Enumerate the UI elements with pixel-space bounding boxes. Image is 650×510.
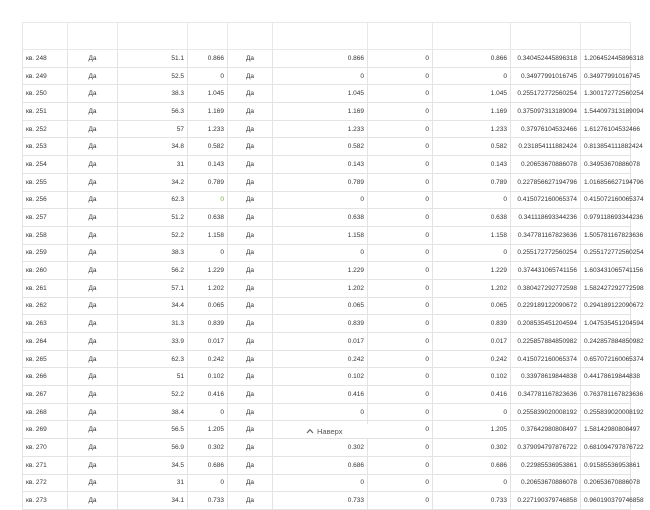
zero-cell: 0 <box>368 386 433 404</box>
value-cell: 1.169 <box>433 103 511 121</box>
value-cell: 1.233 <box>273 120 368 138</box>
flag-cell: Да <box>68 103 118 121</box>
zero-cell: 0 <box>368 403 433 421</box>
value-cell: 0.582 <box>188 138 228 156</box>
area-cell: 51 <box>118 368 188 386</box>
table-row <box>23 209 631 227</box>
flag-cell: Да <box>228 226 273 244</box>
value-cell: 0.839 <box>273 315 368 333</box>
area-cell: 34.2 <box>118 173 188 191</box>
apartment-cell: кв. 252 <box>23 120 68 138</box>
flag-cell: Да <box>68 173 118 191</box>
flag-cell: Да <box>68 492 118 510</box>
value-cell: 0 <box>273 474 368 492</box>
flag-cell: Да <box>228 120 273 138</box>
table-row <box>23 386 631 404</box>
area-cell: 34.1 <box>118 492 188 510</box>
value-cell: 0 <box>433 244 511 262</box>
apartment-cell: кв. 267 <box>23 386 68 404</box>
area-cell: 52.5 <box>118 67 188 85</box>
apartment-cell: кв. 268 <box>23 403 68 421</box>
zero-cell: 0 <box>368 439 433 457</box>
flag-cell: Да <box>228 439 273 457</box>
share-cell: 0.347781167823636 <box>511 386 581 404</box>
area-cell: 31.3 <box>118 315 188 333</box>
flag-cell: Да <box>228 156 273 174</box>
share-cell: 0.33978619844838 <box>511 368 581 386</box>
value-cell: 0.065 <box>433 297 511 315</box>
value-cell: 0.866 <box>433 50 511 68</box>
value-cell: 0.733 <box>273 492 368 510</box>
zero-cell: 0 <box>368 173 433 191</box>
area-cell: 56.9 <box>118 439 188 457</box>
value-cell: 0.789 <box>433 173 511 191</box>
value-cell: 0 <box>433 67 511 85</box>
share-cell: 0.341118693344236 <box>511 209 581 227</box>
total-cell: 1.603431065741156 <box>581 262 631 280</box>
apartment-cell: кв. 264 <box>23 333 68 351</box>
value-cell: 0.582 <box>273 138 368 156</box>
flag-cell: Да <box>68 350 118 368</box>
value-cell: 0 <box>273 67 368 85</box>
apartment-cell: кв. 257 <box>23 209 68 227</box>
share-cell: 0.255839020008192 <box>511 403 581 421</box>
value-cell: 0.102 <box>273 368 368 386</box>
flag-cell: Да <box>68 67 118 85</box>
value-cell: 0.582 <box>433 138 511 156</box>
header-cell <box>228 23 273 50</box>
zero-cell: 0 <box>368 492 433 510</box>
value-cell: 1.205 <box>433 421 511 439</box>
share-cell: 0.227190379746858 <box>511 492 581 510</box>
area-cell: 33.9 <box>118 333 188 351</box>
value-cell: 0.686 <box>433 456 511 474</box>
total-cell: 1.582427292772598 <box>581 279 631 297</box>
area-cell: 31 <box>118 474 188 492</box>
table-row <box>23 439 631 457</box>
apartment-cell: кв. 266 <box>23 368 68 386</box>
apartment-cell: кв. 263 <box>23 315 68 333</box>
value-cell: 0.789 <box>188 173 228 191</box>
flag-cell: Да <box>68 403 118 421</box>
table-row <box>23 350 631 368</box>
zero-cell: 0 <box>368 209 433 227</box>
value-cell: 0.102 <box>188 368 228 386</box>
apartment-cell: кв. 260 <box>23 262 68 280</box>
value-cell: 1.158 <box>188 226 228 244</box>
table-row <box>23 315 631 333</box>
table-row <box>23 279 631 297</box>
value-cell: 0.242 <box>188 350 228 368</box>
area-cell: 34.5 <box>118 456 188 474</box>
value-cell: 1.045 <box>433 85 511 103</box>
flag-cell: Да <box>68 421 118 439</box>
value-cell: 0.416 <box>273 386 368 404</box>
value-cell: 1.202 <box>433 279 511 297</box>
flag-cell: Да <box>228 315 273 333</box>
table-row <box>23 138 631 156</box>
value-cell: 0 <box>273 191 368 209</box>
area-cell: 51.1 <box>118 50 188 68</box>
apartment-cell: кв. 262 <box>23 297 68 315</box>
zero-cell: 0 <box>368 333 433 351</box>
flag-cell: Да <box>228 262 273 280</box>
value-cell: 1.233 <box>433 120 511 138</box>
apartment-cell: кв. 259 <box>23 244 68 262</box>
total-cell: 1.61276104532466 <box>581 120 631 138</box>
zero-cell: 0 <box>368 191 433 209</box>
value-cell: 0 <box>188 191 228 209</box>
table-row <box>23 297 631 315</box>
zero-cell: 0 <box>368 279 433 297</box>
share-cell: 0.255172772560254 <box>511 244 581 262</box>
apartment-cell: кв. 251 <box>23 103 68 121</box>
value-cell: 0.017 <box>433 333 511 351</box>
zero-cell: 0 <box>368 456 433 474</box>
area-cell: 38.3 <box>118 244 188 262</box>
value-cell: 0.017 <box>188 333 228 351</box>
zero-cell: 0 <box>368 138 433 156</box>
apartment-cell: кв. 253 <box>23 138 68 156</box>
apartment-cell: кв. 254 <box>23 156 68 174</box>
table-row <box>23 226 631 244</box>
apartment-cell: кв. 249 <box>23 67 68 85</box>
share-cell: 0.22985536953861 <box>511 456 581 474</box>
apartment-cell: кв. 269 <box>23 421 68 439</box>
value-cell: 0.416 <box>188 386 228 404</box>
share-cell: 0.37976104532466 <box>511 120 581 138</box>
flag-cell: Да <box>228 421 273 439</box>
apartment-cell: кв. 248 <box>23 50 68 68</box>
value-cell: 1.045 <box>188 85 228 103</box>
flag-cell: Да <box>68 262 118 280</box>
share-cell: 0.255172772560254 <box>511 85 581 103</box>
area-cell: 57 <box>118 120 188 138</box>
zero-cell: 0 <box>368 421 433 439</box>
flag-cell: Да <box>68 474 118 492</box>
zero-cell: 0 <box>368 67 433 85</box>
total-cell: 0.44178619844838 <box>581 368 631 386</box>
value-cell: 0 <box>188 67 228 85</box>
table-row <box>23 403 631 421</box>
scroll-to-top-button[interactable] <box>296 424 368 438</box>
flag-cell: Да <box>228 103 273 121</box>
flag-cell: Да <box>228 191 273 209</box>
share-cell: 0.37642980808497 <box>511 421 581 439</box>
area-cell: 34.4 <box>118 297 188 315</box>
total-cell: 0.255839020008192 <box>581 403 631 421</box>
zero-cell: 0 <box>368 315 433 333</box>
value-cell: 0.638 <box>273 209 368 227</box>
area-cell: 57.1 <box>118 279 188 297</box>
value-cell: 1.233 <box>188 120 228 138</box>
area-cell: 51.2 <box>118 209 188 227</box>
zero-cell: 0 <box>368 50 433 68</box>
flag-cell: Да <box>68 333 118 351</box>
total-cell: 1.300172772560254 <box>581 85 631 103</box>
share-cell: 0.347781167823636 <box>511 226 581 244</box>
table-row <box>23 156 631 174</box>
apartment-cell: кв. 250 <box>23 85 68 103</box>
value-cell: 0.302 <box>188 439 228 457</box>
table-row <box>23 474 631 492</box>
value-cell: 1.158 <box>273 226 368 244</box>
value-cell: 0.733 <box>433 492 511 510</box>
flag-cell: Да <box>228 386 273 404</box>
share-cell: 0.380427292772598 <box>511 279 581 297</box>
value-cell: 0 <box>188 244 228 262</box>
value-cell: 0.302 <box>433 439 511 457</box>
header-cell <box>68 23 118 50</box>
total-cell: 1.206452445896318 <box>581 50 631 68</box>
table-row <box>23 67 631 85</box>
apartment-cell: кв. 271 <box>23 456 68 474</box>
value-cell: 0.302 <box>273 439 368 457</box>
header-cell <box>581 23 631 50</box>
header-row <box>23 23 631 50</box>
total-cell: 0.34953670886078 <box>581 156 631 174</box>
area-cell: 52.2 <box>118 386 188 404</box>
share-cell: 0.415072160065374 <box>511 350 581 368</box>
flag-cell: Да <box>228 279 273 297</box>
apartment-cell: кв. 255 <box>23 173 68 191</box>
share-cell: 0.227856627194796 <box>511 173 581 191</box>
value-cell: 1.169 <box>273 103 368 121</box>
flag-cell: Да <box>228 333 273 351</box>
table-row <box>23 103 631 121</box>
value-cell: 0.242 <box>433 350 511 368</box>
total-cell: 0.681094797876722 <box>581 439 631 457</box>
flag-cell: Да <box>228 456 273 474</box>
total-cell: 0.960190379746858 <box>581 492 631 510</box>
value-cell: 0.686 <box>273 456 368 474</box>
value-cell: 1.229 <box>188 262 228 280</box>
zero-cell: 0 <box>368 474 433 492</box>
area-cell: 31 <box>118 156 188 174</box>
share-cell: 0.231854111882424 <box>511 138 581 156</box>
zero-cell: 0 <box>368 156 433 174</box>
flag-cell: Да <box>228 350 273 368</box>
flag-cell: Да <box>228 403 273 421</box>
total-cell: 0.91585536953861 <box>581 456 631 474</box>
header-cell <box>433 23 511 50</box>
flag-cell: Да <box>228 209 273 227</box>
total-cell: 1.544097313189094 <box>581 103 631 121</box>
value-cell: 0 <box>433 474 511 492</box>
value-cell: 0.638 <box>433 209 511 227</box>
table-row <box>23 368 631 386</box>
flag-cell: Да <box>228 67 273 85</box>
header-cell <box>273 23 368 50</box>
share-cell: 0.20653670886078 <box>511 156 581 174</box>
flag-cell: Да <box>68 85 118 103</box>
value-cell: 0 <box>433 403 511 421</box>
value-cell: 1.202 <box>188 279 228 297</box>
table-row <box>23 333 631 351</box>
value-cell: 0.102 <box>433 368 511 386</box>
flag-cell: Да <box>68 138 118 156</box>
flag-cell: Да <box>228 368 273 386</box>
value-cell: 0.866 <box>273 50 368 68</box>
flag-cell: Да <box>228 244 273 262</box>
value-cell: 0.686 <box>188 456 228 474</box>
total-cell: 0.813854111882424 <box>581 138 631 156</box>
value-cell: 0 <box>188 403 228 421</box>
value-cell: 0.789 <box>273 173 368 191</box>
apartment-cell: кв. 261 <box>23 279 68 297</box>
flag-cell: Да <box>68 386 118 404</box>
value-cell: 0.143 <box>273 156 368 174</box>
value-cell: 1.205 <box>188 421 228 439</box>
share-cell: 0.229189122090672 <box>511 297 581 315</box>
total-cell: 0.255172772560254 <box>581 244 631 262</box>
share-cell: 0.375097313189094 <box>511 103 581 121</box>
area-cell: 56.2 <box>118 262 188 280</box>
value-cell: 1.229 <box>433 262 511 280</box>
flag-cell: Да <box>68 297 118 315</box>
share-cell: 0.20653670886078 <box>511 474 581 492</box>
zero-cell: 0 <box>368 120 433 138</box>
total-cell: 0.415072160065374 <box>581 191 631 209</box>
value-cell: 1.169 <box>188 103 228 121</box>
table-row <box>23 50 631 68</box>
flag-cell: Да <box>68 226 118 244</box>
apartment-cell: кв. 273 <box>23 492 68 510</box>
area-cell: 38.4 <box>118 403 188 421</box>
share-cell: 0.208535451204594 <box>511 315 581 333</box>
value-cell: 0.065 <box>273 297 368 315</box>
apartment-cell: кв. 256 <box>23 191 68 209</box>
value-cell: 0.143 <box>433 156 511 174</box>
table-row <box>23 120 631 138</box>
flag-cell: Да <box>68 209 118 227</box>
flag-cell: Да <box>68 120 118 138</box>
flag-cell: Да <box>68 456 118 474</box>
flag-cell: Да <box>68 368 118 386</box>
area-cell: 56.3 <box>118 103 188 121</box>
value-cell: 1.202 <box>273 279 368 297</box>
value-cell: 0.733 <box>188 492 228 510</box>
table-row <box>23 191 631 209</box>
area-cell: 38.3 <box>118 85 188 103</box>
flag-cell: Да <box>228 297 273 315</box>
value-cell: 0.242 <box>273 350 368 368</box>
apartment-cell: кв. 270 <box>23 439 68 457</box>
total-cell: 1.016856627194796 <box>581 173 631 191</box>
flag-cell: Да <box>68 156 118 174</box>
total-cell: 0.657072160065374 <box>581 350 631 368</box>
table-row <box>23 85 631 103</box>
zero-cell: 0 <box>368 262 433 280</box>
flag-cell: Да <box>228 492 273 510</box>
value-cell: 0.839 <box>188 315 228 333</box>
value-cell: 0 <box>273 403 368 421</box>
flag-cell: Да <box>68 191 118 209</box>
total-cell: 1.58142980808497 <box>581 421 631 439</box>
header-cell <box>23 23 68 50</box>
area-cell: 62.3 <box>118 350 188 368</box>
flag-cell: Да <box>68 244 118 262</box>
value-cell: 0.638 <box>188 209 228 227</box>
value-cell: 1.229 <box>273 262 368 280</box>
value-cell: 1.045 <box>273 85 368 103</box>
zero-cell: 0 <box>368 368 433 386</box>
share-cell: 0.225857884850982 <box>511 333 581 351</box>
flag-cell: Да <box>68 50 118 68</box>
area-cell: 62.3 <box>118 191 188 209</box>
table-row <box>23 456 631 474</box>
zero-cell: 0 <box>368 244 433 262</box>
total-cell: 0.979118693344236 <box>581 209 631 227</box>
zero-cell: 0 <box>368 350 433 368</box>
zero-cell: 0 <box>368 85 433 103</box>
zero-cell: 0 <box>368 226 433 244</box>
value-cell: 0 <box>273 244 368 262</box>
apartment-cell: кв. 272 <box>23 474 68 492</box>
table-row <box>23 492 631 510</box>
area-cell: 34.8 <box>118 138 188 156</box>
flag-cell: Да <box>228 50 273 68</box>
value-cell: 0.839 <box>433 315 511 333</box>
flag-cell: Да <box>228 85 273 103</box>
value-cell: 0.416 <box>433 386 511 404</box>
chevron-up-icon <box>306 428 314 434</box>
header-cell <box>511 23 581 50</box>
share-cell: 0.374431065741156 <box>511 262 581 280</box>
table-row <box>23 244 631 262</box>
header-cell <box>118 23 188 50</box>
flag-cell: Да <box>228 173 273 191</box>
value-cell: 0.143 <box>188 156 228 174</box>
zero-cell: 0 <box>368 297 433 315</box>
flag-cell: Да <box>228 138 273 156</box>
value-cell: 0 <box>433 191 511 209</box>
apartment-cell: кв. 258 <box>23 226 68 244</box>
apartment-cell: кв. 265 <box>23 350 68 368</box>
total-cell: 1.047535451204594 <box>581 315 631 333</box>
table-row <box>23 262 631 280</box>
table-row <box>23 173 631 191</box>
value-cell: 0.866 <box>188 50 228 68</box>
flag-cell: Да <box>228 474 273 492</box>
total-cell: 0.20653670886078 <box>581 474 631 492</box>
zero-cell: 0 <box>368 103 433 121</box>
area-cell: 56.5 <box>118 421 188 439</box>
header-cell <box>368 23 433 50</box>
flag-cell: Да <box>68 279 118 297</box>
area-cell: 52.2 <box>118 226 188 244</box>
share-cell: 0.34977991016745 <box>511 67 581 85</box>
total-cell: 0.763781167823636 <box>581 386 631 404</box>
flag-cell: Да <box>68 439 118 457</box>
total-cell: 0.294189122090672 <box>581 297 631 315</box>
value-cell: 1.158 <box>433 226 511 244</box>
share-cell: 0.379094797876722 <box>511 439 581 457</box>
share-cell: 0.340452445896318 <box>511 50 581 68</box>
total-cell: 0.242857884850982 <box>581 333 631 351</box>
total-cell: 1.505781167823636 <box>581 226 631 244</box>
total-cell: 0.34977991016745 <box>581 67 631 85</box>
flag-cell: Да <box>68 315 118 333</box>
share-cell: 0.415072160065374 <box>511 191 581 209</box>
value-cell: 0.065 <box>188 297 228 315</box>
value-cell: 0 <box>188 474 228 492</box>
header-cell <box>188 23 228 50</box>
value-cell: 0.017 <box>273 333 368 351</box>
scroll-to-top-label: Наверх <box>317 426 343 436</box>
